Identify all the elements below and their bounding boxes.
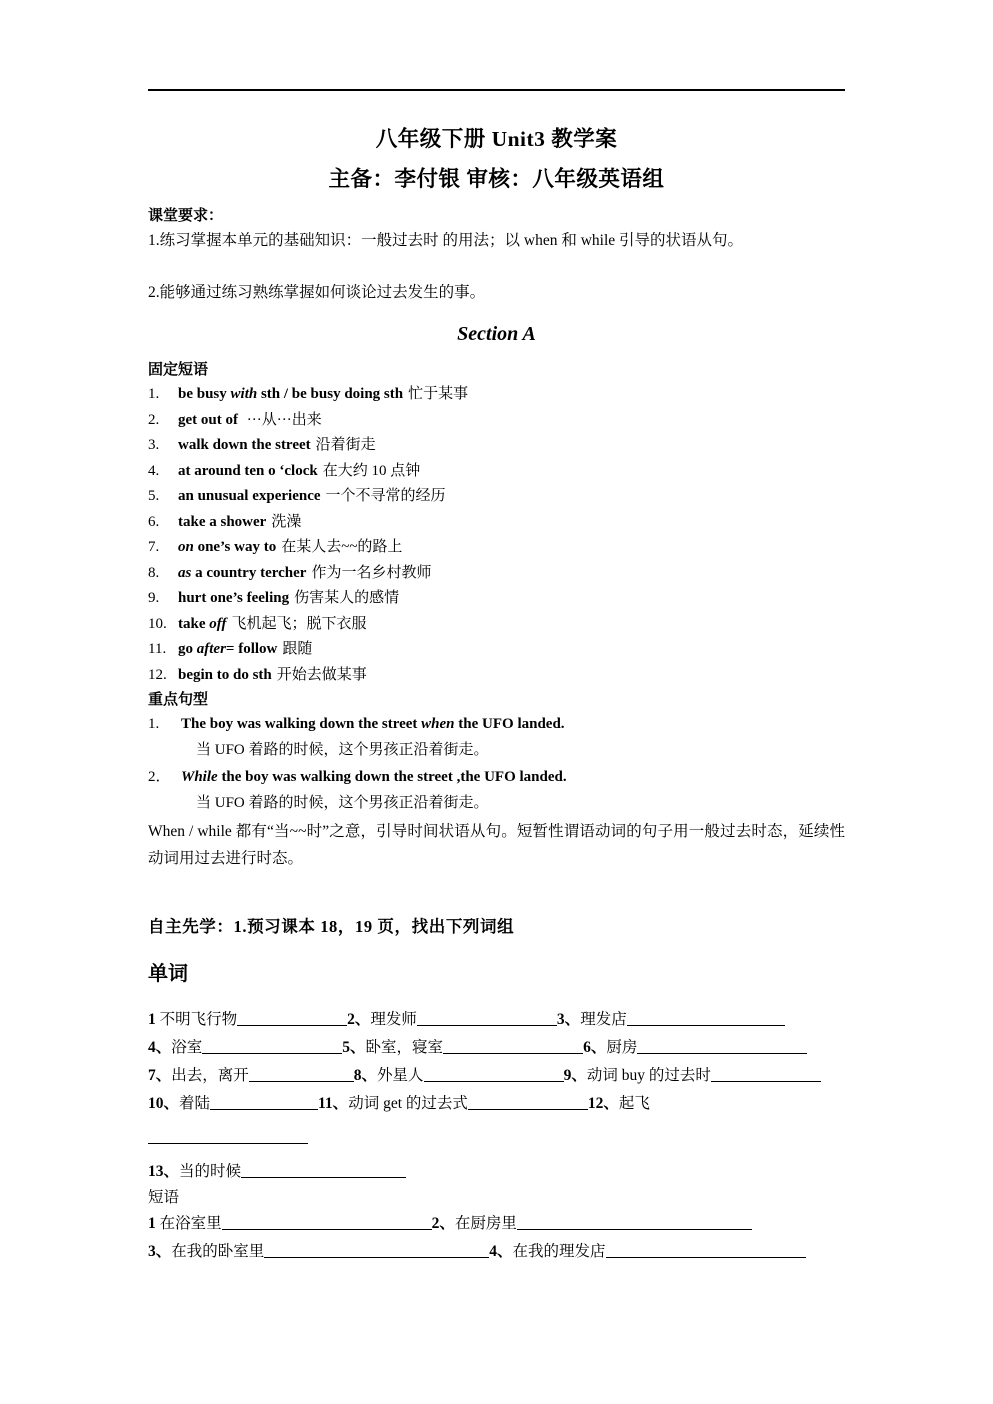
word-blank-row (148, 1062, 845, 1090)
blank-item-number: 12、 (587, 1095, 619, 1112)
pattern-chinese-line: 当 UFO 着路的时候，这个男孩正沿着街走。 (196, 741, 489, 758)
phrase-item-chinese: 在大约 10 点钟 (322, 462, 421, 479)
word-blank-rows (148, 1006, 845, 1186)
phrase-item-english: an unusual experience (178, 488, 321, 504)
phrase-item-number: 12. (148, 666, 167, 683)
phrase-blank-row (148, 1210, 845, 1238)
phrase-item-number: 11. (148, 641, 167, 657)
phrase-item-chinese: 作为一名乡村教师 (311, 564, 432, 581)
phrase-item-chinese: 忙于某事 (408, 386, 469, 402)
phrase-item-number: 3. (148, 437, 160, 453)
word-blank-label: 浴室 (171, 1039, 203, 1056)
answer-blank[interactable] (210, 1094, 318, 1110)
phrase-item-number: 4. (148, 462, 160, 479)
phrases-heading: 短语 (148, 1189, 180, 1206)
phrase-item-chinese: 开始去做某事 (276, 666, 367, 683)
phrase-blank-rows (148, 1210, 845, 1266)
phrase-emphasis: with (230, 386, 258, 402)
word-blank-label: 理发师 (370, 1011, 417, 1028)
phrase-item-number: 6. (148, 513, 160, 530)
word-blank-label: 外星人 (377, 1067, 424, 1084)
phrase-item-chinese: 跟随 (282, 641, 313, 657)
blank-item-number: 2、 (347, 1011, 371, 1028)
phrase-blank-label: 在浴室里 (155, 1215, 222, 1232)
worksheet-page (148, 0, 845, 1404)
phrase-item-english: take a shower (178, 513, 267, 530)
phrase-item-chinese: 沿着街走 (315, 437, 376, 453)
phrase-item-chinese: ···从···出来 (246, 411, 322, 428)
answer-blank[interactable] (417, 1010, 557, 1026)
answer-blank[interactable] (424, 1066, 564, 1082)
blank-item-number: 10、 (148, 1095, 180, 1112)
phrase-emphasis: on (178, 539, 194, 555)
document-subtitle: 主备：李付银 审核：八年级英语组 (328, 167, 665, 191)
pattern-emphasis: While (181, 769, 218, 785)
phrase-blank-label: 在厨房里 (454, 1215, 517, 1232)
phrase-item-number: 7. (148, 539, 160, 555)
phrase-item-chinese: 伤害某人的感情 (294, 590, 400, 606)
pattern-list-item (148, 765, 845, 816)
answer-blank[interactable] (222, 1214, 432, 1230)
phrase-item-english: be busy with sth / be busy doing sth (178, 386, 404, 402)
phrase-item-number: 8. (148, 564, 160, 581)
phrase-list-item (148, 637, 845, 663)
document-body (148, 122, 845, 1266)
phrase-blank-row (148, 1238, 845, 1266)
phrase-emphasis: off (209, 615, 227, 632)
pattern-english-line: While the boy was walking down the street ,the UFO landed. (181, 769, 567, 785)
word-blank-label: 着陆 (179, 1095, 211, 1112)
when-while-explanation: When / while 都有“当~~时”之意，引导时间状语从句。短暂性谓语动词的句子用一般过去时态，延续性动词用过去进行时态。 (148, 823, 845, 867)
phrase-list-item (148, 586, 845, 612)
requirements-heading: 课堂要求： (148, 208, 224, 224)
answer-blank[interactable] (517, 1214, 752, 1230)
phrase-item-chinese: 在某人去~~的路上 (281, 539, 403, 555)
phrase-emphasis: as (178, 564, 192, 581)
phrase-list-item (148, 408, 845, 434)
blank-item-number: 9、 (563, 1067, 587, 1084)
word-blank-label: 起飞 (618, 1095, 650, 1112)
phrase-list-item (148, 612, 845, 638)
key-patterns-heading: 重点句型 (148, 692, 209, 708)
word-blank-row (148, 1158, 845, 1186)
pattern-english-line: The boy was walking down the street when the UFO landed. (181, 716, 565, 732)
phrase-list-item (148, 535, 845, 561)
phrase-item-english: take off (178, 615, 227, 632)
phrase-item-english: get out of (178, 411, 242, 428)
blank-item-number: 3、 (556, 1011, 581, 1028)
blank-item-number: 4、 (148, 1039, 172, 1056)
blank-item-number: 2、 (431, 1215, 455, 1232)
phrase-item-number: 2. (148, 411, 160, 428)
phrase-list-item (148, 382, 845, 408)
requirement-line-2: 2.能够通过练习熟练掌握如何谈论过去发生的事。 (148, 284, 486, 301)
phrase-list-item (148, 663, 845, 689)
phrase-list-item (148, 510, 845, 536)
phrase-item-english: at around ten o ‘clock (178, 462, 318, 479)
word-blank-label: 出去，离开 (171, 1067, 249, 1084)
phrase-item-chinese: 飞机起飞；脱下衣服 (231, 615, 367, 632)
key-patterns-list (148, 712, 845, 816)
word-blank-label: 当的时候 (179, 1163, 242, 1180)
word-blank-label: 不明飞行物 (155, 1011, 238, 1028)
answer-blank[interactable] (443, 1038, 583, 1054)
phrase-item-english: begin to do sth (178, 666, 272, 683)
phrase-item-english: as a country tercher (178, 564, 307, 581)
phrase-item-number: 10. (148, 615, 167, 632)
pattern-item-number: 2． (148, 769, 171, 785)
answer-blank[interactable] (241, 1162, 406, 1178)
spacer (148, 872, 845, 912)
answer-blank[interactable] (637, 1038, 807, 1054)
fixed-phrases-heading: 固定短语 (148, 362, 209, 378)
phrase-item-english: walk down the street (178, 437, 311, 453)
answer-blank[interactable] (264, 1242, 489, 1258)
pattern-chinese-line: 当 UFO 着路的时候，这个男孩正沿着街走。 (196, 794, 489, 811)
word-blank-label: 厨房 (606, 1039, 638, 1056)
answer-blank[interactable] (606, 1242, 806, 1258)
answer-blank[interactable] (148, 1128, 308, 1144)
words-heading: 单词 (148, 963, 188, 985)
word-blank-row (148, 1090, 845, 1118)
spacer (148, 942, 845, 958)
phrase-item-number: 5. (148, 488, 160, 504)
answer-blank[interactable] (202, 1038, 342, 1054)
phrase-list-item (148, 484, 845, 510)
spacer (148, 254, 845, 280)
answer-blank[interactable] (627, 1010, 785, 1026)
blank-item-number: 6、 (583, 1039, 607, 1056)
phrase-list-item (148, 459, 845, 485)
word-blank-row-wrap (148, 1118, 845, 1158)
pattern-emphasis: when (421, 716, 455, 732)
phrase-item-chinese: 一个不寻常的经历 (325, 488, 446, 504)
phrase-item-english: hurt one’s feeling (178, 590, 290, 606)
blank-item-number: 1 (148, 1215, 156, 1232)
word-blank-label: 动词 buy 的过去时 (586, 1067, 711, 1084)
blank-item-number: 4、 (489, 1243, 513, 1260)
pattern-list-item (148, 712, 845, 763)
word-blank-label: 动词 get 的过去式 (348, 1095, 468, 1112)
phrase-list-item (148, 561, 845, 587)
word-blank-row (148, 1006, 845, 1034)
phrase-item-chinese: 洗澡 (271, 513, 302, 530)
requirement-line-1: 1.练习掌握本单元的基础知识：一般过去时 的用法；以 when 和 while 引导的状语从句。 (148, 232, 744, 249)
answer-blank[interactable] (249, 1066, 354, 1082)
fixed-phrases-list (148, 382, 845, 688)
answer-blank[interactable] (237, 1010, 347, 1026)
blank-item-number: 3、 (148, 1243, 172, 1260)
header-divider-rule (148, 89, 845, 91)
spacer (148, 990, 845, 1006)
preview-heading: 自主先学：1.预习课本 18，19 页，找出下列词组 (148, 917, 515, 936)
phrase-item-english: on one’s way to (178, 539, 277, 555)
answer-blank[interactable] (468, 1094, 588, 1110)
page-title: 八年级下册 Unit3 教学案 (375, 127, 618, 151)
word-blank-row (148, 1034, 845, 1062)
phrase-blank-label: 在我的卧室里 (171, 1243, 265, 1260)
blank-item-number: 11、 (318, 1095, 349, 1112)
phrase-item-number: 1. (148, 386, 160, 402)
phrase-item-english: go after= follow (178, 641, 278, 657)
blank-item-number: 8、 (353, 1067, 378, 1084)
section-a-title: Section A (457, 323, 536, 345)
blank-item-number: 13、 (148, 1163, 180, 1180)
blank-item-number: 7、 (148, 1067, 172, 1084)
pattern-item-number: 1. (148, 716, 160, 732)
phrase-blank-label: 在我的理发店 (512, 1243, 606, 1260)
blank-item-number: 5、 (342, 1039, 366, 1056)
word-blank-label: 理发店 (580, 1011, 627, 1028)
phrase-item-number: 9. (148, 590, 160, 606)
phrase-list-item (148, 433, 845, 459)
word-blank-label: 卧室，寝室 (365, 1039, 444, 1056)
blank-item-number: 1 (148, 1011, 156, 1028)
answer-blank[interactable] (711, 1066, 821, 1082)
phrase-emphasis: after (196, 641, 226, 657)
